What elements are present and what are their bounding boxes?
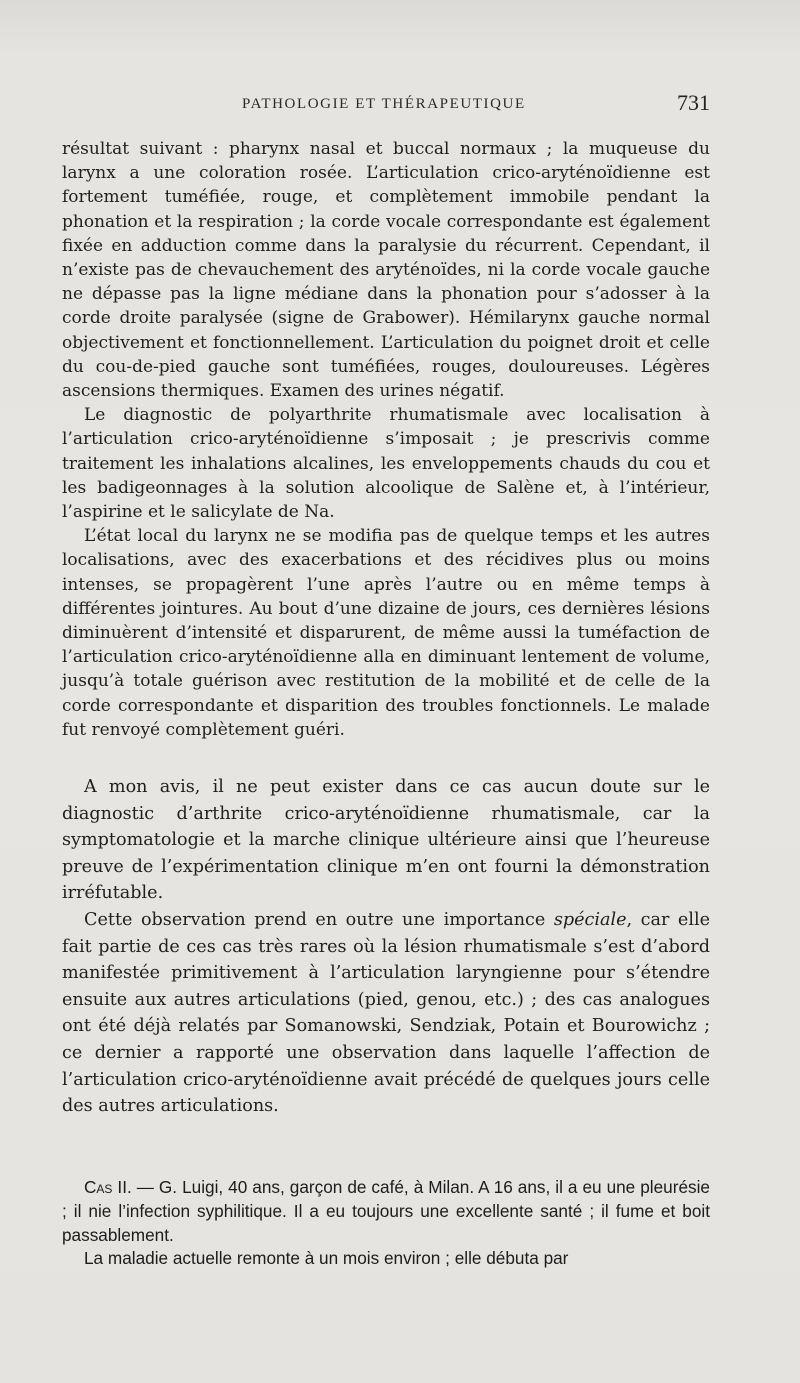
page-number: 731 [677, 90, 710, 115]
paragraph-diagnosis: Le diagnostic de polyarthrite rhumatismale avec localisation à l’articulation crico-aryténoïdienne s’imposait ; je prescrivis comme traitement les inhalations alcalines, les enveloppements chauds du cou et les badigeonnages à la solution alcoolique de Salène et, à l’intérieur, l’aspirine et le salicylate de Na. [62, 405, 710, 523]
paragraph-case-two [62, 1176, 710, 1247]
page-header [62, 90, 710, 118]
paragraph-importance [62, 907, 710, 1120]
paragraph-current-illness: La maladie actuelle remonte à un mois environ ; elle débuta par [84, 1248, 569, 1269]
running-head: PATHOLOGIE ET THÉRAPEUTIQUE [242, 96, 526, 112]
text-block-observation [62, 137, 710, 742]
case-label: Cas II. [84, 1177, 132, 1197]
paragraph-examination: résultat suivant : pharynx nasal et buccal normaux ; la muqueuse du larynx a une coloration rosée. L’articulation crico-aryténoïdienne est fortement tuméfiée, rouge, et complètement immobile pendant la phonation et la respiration ; la corde vocale correspondante est également fixée en adduction comme dans la paralysie du récurrent. Cependant, il n’existe pas de chevauchement des aryténoïdes, ni la corde vocale gauche ne dépasse pas la ligne médiane dans la phonation pour s’adosser à la corde droite paralysée (signe de Grabower). Hémilarynx gauche normal objectivement et fonctionnellement. L’articulation du poignet droit et celle du cou-de-pied gauche sont tuméfiées, rouges, douloureuses. Légères ascensions thermiques. Examen des urines négatif. [62, 139, 710, 402]
text-block-case-two [62, 1176, 710, 1271]
paragraph-evolution: L’état local du larynx ne se modifia pas de quelque temps et les autres localisations, avec des exacerbations et des récidives plus ou moins intenses, se propagèrent l’une après l’autre ou en même temps à différentes jointures. Au bout d’une dizaine de jours, ces dernières lésions diminuèrent d’intensité et disparurent, de même aussi la tuméfaction de l’articulation crico-aryténoïdienne alla en diminuant lentement de volume, jusqu’à totale guérison avec restitution de la mobilité et de celle de la corde correspondante et disparition des troubles fonctionnels. Le malade fut renvoyé complètement guéri. [62, 526, 710, 740]
text-block-commentary [62, 774, 710, 1120]
paragraph-opinion: A mon avis, il ne peut exister dans ce cas aucun doute sur le diagnostic d’arthrite crico-aryténoïdienne rhumatismale, car la symptomatologie et la marche clinique ultérieure ainsi que l’heureuse preuve de l’expérimentation clinique m’en ont fourni la démonstration irréfutable. [62, 777, 710, 904]
importance-text-end: , car elle fait partie de ces cas très rares où la lésion rhumatismale s’est d’abord manifestée primitivement à l’articulation laryngienne pour s’étendre ensuite aux autres articulations (pied, genou, etc.) ; des cas analogues ont été déjà relatés par Somanowski, Sendziak, Potain et Bourowichz ; ce dernier a rapporté une observation dans laquelle l’affection de l’articulation crico-aryténoïdienne avait précédé de quelques jours celle des autres articulations. [62, 909, 710, 1117]
case-two-text: — G. Luigi, 40 ans, garçon de café, à Milan. A 16 ans, il a eu une pleurésie ; il nie l’infection syphilitique. Il a eu toujours une excellente santé ; il fume et boit passablement. [62, 1177, 710, 1245]
importance-emphasis: spéciale [553, 909, 627, 930]
importance-text-start: Cette observation prend en outre une importance [84, 909, 554, 930]
